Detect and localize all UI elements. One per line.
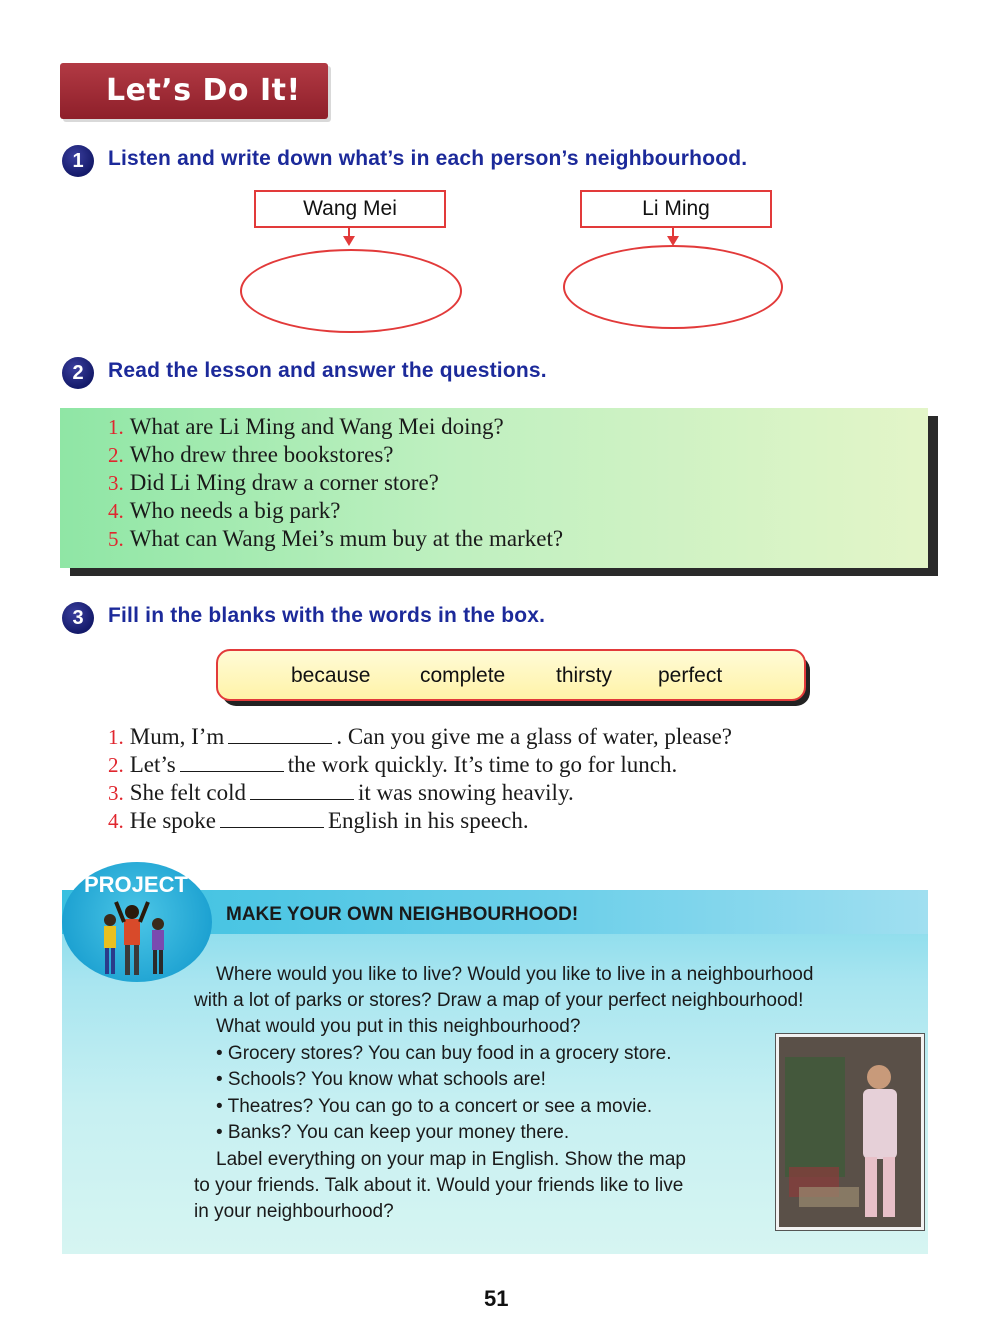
project-text-line: Where would you like to live? Would you like to live in a neighbourhood	[216, 964, 814, 985]
question-number: 1.	[108, 415, 124, 439]
list-item	[108, 526, 563, 554]
sentence-before: Mum, I’m	[129, 724, 225, 749]
answer-blank[interactable]	[220, 809, 324, 828]
sentence-number: 1.	[108, 725, 124, 749]
list-item	[108, 470, 563, 498]
sentence-before: Let’s	[129, 752, 176, 777]
answer-blank[interactable]	[180, 753, 284, 772]
question-list	[108, 414, 563, 554]
section-1-instruction: Listen and write down what’s in each person’s neighbourhood.	[108, 147, 748, 170]
list-item	[108, 780, 732, 808]
answer-blank[interactable]	[228, 725, 332, 744]
list-item	[108, 442, 563, 470]
sentence-before: She felt cold	[129, 780, 246, 805]
question-number: 2.	[108, 443, 124, 467]
list-item	[108, 498, 563, 526]
question-text: Who drew three bookstores?	[129, 442, 394, 467]
project-text-line: to your friends. Talk about it. Would your friends like to live	[194, 1175, 684, 1196]
question-text: What are Li Ming and Wang Mei doing?	[129, 414, 504, 439]
project-text-line: in your neighbourhood?	[194, 1201, 394, 1222]
project-text-line: with a lot of parks or stores? Draw a map of your perfect neighbourhood!	[194, 990, 804, 1011]
sentence-after: English in his speech.	[327, 808, 529, 833]
project-bullet: • Grocery stores? You can buy food in a grocery store.	[216, 1043, 672, 1064]
list-item	[108, 414, 563, 442]
arrow-down-icon	[343, 236, 355, 246]
sentence-before: He spoke	[129, 808, 216, 833]
sentence-number: 4.	[108, 809, 124, 833]
project-bullet: • Schools? You know what schools are!	[216, 1069, 546, 1090]
banner-title: Let’s Do It!	[106, 73, 301, 108]
question-text: Who needs a big park?	[129, 498, 341, 523]
fill-in-list	[108, 724, 732, 836]
section-1-number: 1	[62, 145, 94, 177]
project-label: PROJECT	[84, 872, 188, 897]
project-bullet: • Theatres? You can go to a concert or see a movie.	[216, 1096, 653, 1117]
section-3-number: 3	[62, 602, 94, 634]
answer-blank[interactable]	[250, 781, 354, 800]
question-number: 3.	[108, 471, 124, 495]
answer-ellipse-wang-mei[interactable]	[240, 249, 462, 333]
lesson-banner	[60, 63, 328, 119]
sentence-after: the work quickly. It’s time to go for lunch.	[287, 752, 678, 777]
section-2-number: 2	[62, 357, 94, 389]
name-box-li-ming: Li Ming	[580, 190, 772, 228]
sentence-after: it was snowing heavily.	[358, 780, 574, 805]
page-number: 51	[484, 1286, 509, 1311]
word-perfect: perfect	[658, 664, 723, 687]
list-item	[108, 808, 732, 836]
question-number: 4.	[108, 499, 124, 523]
project-bullet: • Banks? You can keep your money there.	[216, 1122, 570, 1143]
sentence-number: 3.	[108, 781, 124, 805]
project-title: MAKE YOUR OWN NEIGHBOURHOOD!	[226, 904, 579, 925]
question-text: Did Li Ming draw a corner store?	[129, 470, 439, 495]
project-text-line: Label everything on your map in English. Show the map	[216, 1149, 686, 1170]
sentence-after: . Can you give me a glass of water, please?	[336, 724, 733, 749]
word-thirsty: thirsty	[556, 664, 613, 687]
shopping-photo	[776, 1034, 924, 1230]
word-because: because	[291, 664, 371, 687]
section-2-instruction: Read the lesson and answer the questions.	[108, 359, 547, 382]
question-text: What can Wang Mei’s mum buy at the market?	[129, 526, 564, 551]
photo-image-icon	[779, 1037, 921, 1227]
list-item	[108, 724, 732, 752]
name-box-wang-mei: Wang Mei	[254, 190, 446, 228]
project-text-line: What would you put in this neighbourhood?	[216, 1016, 581, 1037]
list-item	[108, 752, 732, 780]
section-3-instruction: Fill in the blanks with the words in the box.	[108, 604, 546, 627]
word-complete: complete	[420, 664, 506, 687]
answer-ellipse-li-ming[interactable]	[563, 245, 783, 329]
sentence-number: 2.	[108, 753, 124, 777]
question-number: 5.	[108, 527, 124, 551]
